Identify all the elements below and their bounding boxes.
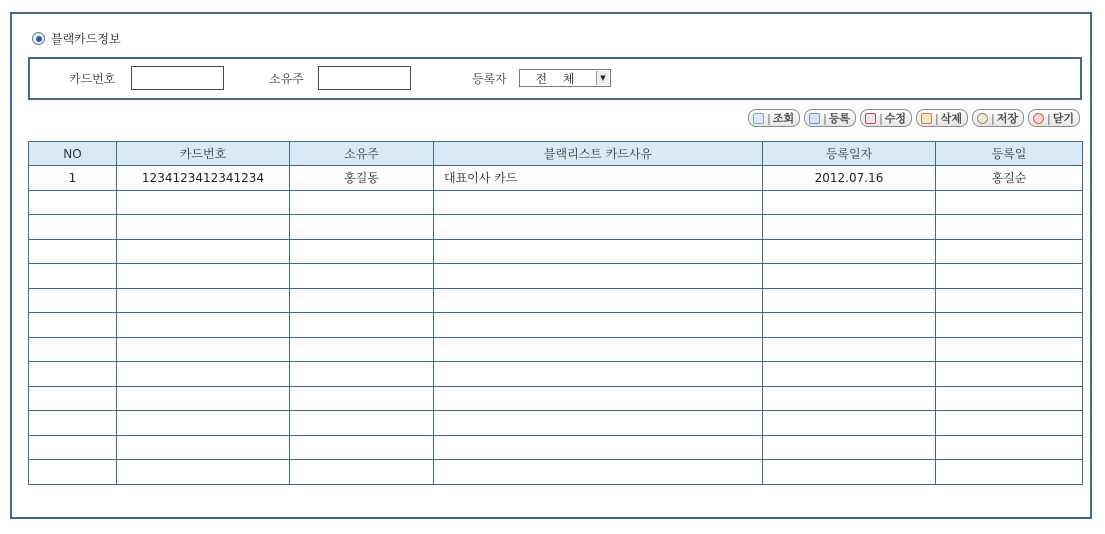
cell-no <box>29 215 117 240</box>
cell-reason <box>434 313 763 338</box>
search-button[interactable]: | 조회 <box>748 109 800 127</box>
cell-no <box>29 239 117 264</box>
search-panel <box>28 57 1082 100</box>
section-title <box>32 30 121 47</box>
cell-no <box>29 190 117 215</box>
save-button-label: 저장 <box>996 112 1019 125</box>
column-header: 소유주 <box>290 142 434 166</box>
save-button[interactable]: | 저장 <box>972 109 1024 127</box>
cell-registrant <box>936 460 1083 485</box>
registrant-select-value: 전 체 <box>535 71 581 86</box>
cell-reg-date <box>763 362 936 387</box>
cell-owner <box>290 313 434 338</box>
cell-card-no <box>117 288 290 313</box>
table-row[interactable] <box>29 411 1083 436</box>
cell-registrant: 홍길순 <box>936 166 1083 191</box>
cell-no <box>29 313 117 338</box>
cell-no <box>29 435 117 460</box>
cell-card-no <box>117 190 290 215</box>
radio-bullet-icon <box>32 32 45 45</box>
cell-owner <box>290 386 434 411</box>
table-header-row <box>29 142 1083 166</box>
cell-registrant <box>936 264 1083 289</box>
cell-card-no <box>117 313 290 338</box>
cell-reason <box>434 362 763 387</box>
section-title-label: 블랙카드정보 <box>51 32 121 46</box>
cell-reg-date <box>763 190 936 215</box>
search-button-label: 조회 <box>772 112 795 125</box>
dropdown-arrow-icon[interactable]: ▼ <box>596 71 609 85</box>
cell-reason <box>434 460 763 485</box>
cell-no <box>29 288 117 313</box>
table-row[interactable] <box>29 239 1083 264</box>
cell-owner <box>290 190 434 215</box>
cell-card-no <box>117 264 290 289</box>
cell-no <box>29 460 117 485</box>
table-row[interactable] <box>29 362 1083 387</box>
cell-card-no <box>117 435 290 460</box>
cell-registrant <box>936 386 1083 411</box>
delete-button-label: 삭제 <box>940 112 963 125</box>
cell-owner <box>290 288 434 313</box>
cell-reason <box>434 435 763 460</box>
table-row[interactable] <box>29 337 1083 362</box>
cell-registrant <box>936 313 1083 338</box>
card-no-input[interactable] <box>131 66 224 90</box>
delete-icon <box>921 113 932 124</box>
cell-reg-date <box>763 411 936 436</box>
cell-no <box>29 264 117 289</box>
cell-reason: 대표이사 카드 <box>434 166 763 191</box>
cell-reason <box>434 411 763 436</box>
owner-input[interactable] <box>318 66 411 90</box>
main-panel <box>10 12 1092 519</box>
cell-card-no <box>117 362 290 387</box>
table-row[interactable] <box>29 264 1083 289</box>
cell-no <box>29 362 117 387</box>
register-button[interactable]: | 등록 <box>804 109 856 127</box>
table-row[interactable] <box>29 460 1083 485</box>
cell-owner: 홍길동 <box>290 166 434 191</box>
table-row[interactable] <box>29 386 1083 411</box>
cell-registrant <box>936 215 1083 240</box>
save-icon <box>977 113 988 124</box>
cell-registrant <box>936 288 1083 313</box>
cell-reason <box>434 288 763 313</box>
cell-registrant <box>936 337 1083 362</box>
cell-owner <box>290 411 434 436</box>
cell-owner <box>290 435 434 460</box>
cell-card-no: 1234123412341234 <box>117 166 290 191</box>
cell-registrant <box>936 239 1083 264</box>
cell-reg-date <box>763 313 936 338</box>
cell-no <box>29 411 117 436</box>
cell-reg-date <box>763 435 936 460</box>
owner-label: 소유주 <box>269 72 304 86</box>
cell-owner <box>290 362 434 387</box>
close-button[interactable]: | 닫기 <box>1028 109 1080 127</box>
cell-reason <box>434 386 763 411</box>
cell-no: 1 <box>29 166 117 191</box>
cell-no <box>29 337 117 362</box>
blacklist-table <box>28 141 1083 485</box>
column-header: 등록일자 <box>763 142 936 166</box>
column-header: 블랙리스트 카드사유 <box>434 142 763 166</box>
cell-reason <box>434 337 763 362</box>
cell-card-no <box>117 337 290 362</box>
column-header: 등록일 <box>936 142 1083 166</box>
table-row[interactable] <box>29 166 1083 191</box>
cell-reg-date <box>763 239 936 264</box>
column-header: 카드번호 <box>117 142 290 166</box>
cell-owner <box>290 239 434 264</box>
register-button-label: 등록 <box>828 112 851 125</box>
column-header: NO <box>29 142 117 166</box>
cell-reg-date <box>763 264 936 289</box>
cell-registrant <box>936 190 1083 215</box>
cell-registrant <box>936 411 1083 436</box>
cell-no <box>29 386 117 411</box>
cell-reason <box>434 239 763 264</box>
table-row[interactable] <box>29 288 1083 313</box>
cell-card-no <box>117 215 290 240</box>
table-row[interactable] <box>29 435 1083 460</box>
table-row[interactable] <box>29 190 1083 215</box>
close-icon <box>1033 113 1044 124</box>
card-no-label: 카드번호 <box>69 72 116 86</box>
cell-reason <box>434 215 763 240</box>
cell-reg-date <box>763 460 936 485</box>
cell-card-no <box>117 239 290 264</box>
cell-owner <box>290 264 434 289</box>
cell-card-no <box>117 411 290 436</box>
delete-button[interactable]: | 삭제 <box>916 109 968 127</box>
registrant-select[interactable] <box>519 69 611 87</box>
action-toolbar <box>748 109 1080 127</box>
table-row[interactable] <box>29 215 1083 240</box>
cell-registrant <box>936 435 1083 460</box>
cell-reg-date: 2012.07.16 <box>763 166 936 191</box>
cell-registrant <box>936 362 1083 387</box>
registrant-label: 등록자 <box>472 72 507 86</box>
edit-button[interactable]: | 수정 <box>860 109 912 127</box>
cell-reason <box>434 264 763 289</box>
cell-owner <box>290 215 434 240</box>
cell-reg-date <box>763 288 936 313</box>
cell-owner <box>290 460 434 485</box>
cell-reg-date <box>763 215 936 240</box>
edit-icon <box>865 113 876 124</box>
cell-card-no <box>117 386 290 411</box>
close-button-label: 닫기 <box>1052 112 1074 125</box>
search-icon <box>753 113 764 124</box>
cell-reg-date <box>763 386 936 411</box>
edit-button-label: 수정 <box>884 112 907 125</box>
table-row[interactable] <box>29 313 1083 338</box>
cell-reg-date <box>763 337 936 362</box>
register-icon <box>809 113 820 124</box>
cell-owner <box>290 337 434 362</box>
cell-card-no <box>117 460 290 485</box>
cell-reason <box>434 190 763 215</box>
